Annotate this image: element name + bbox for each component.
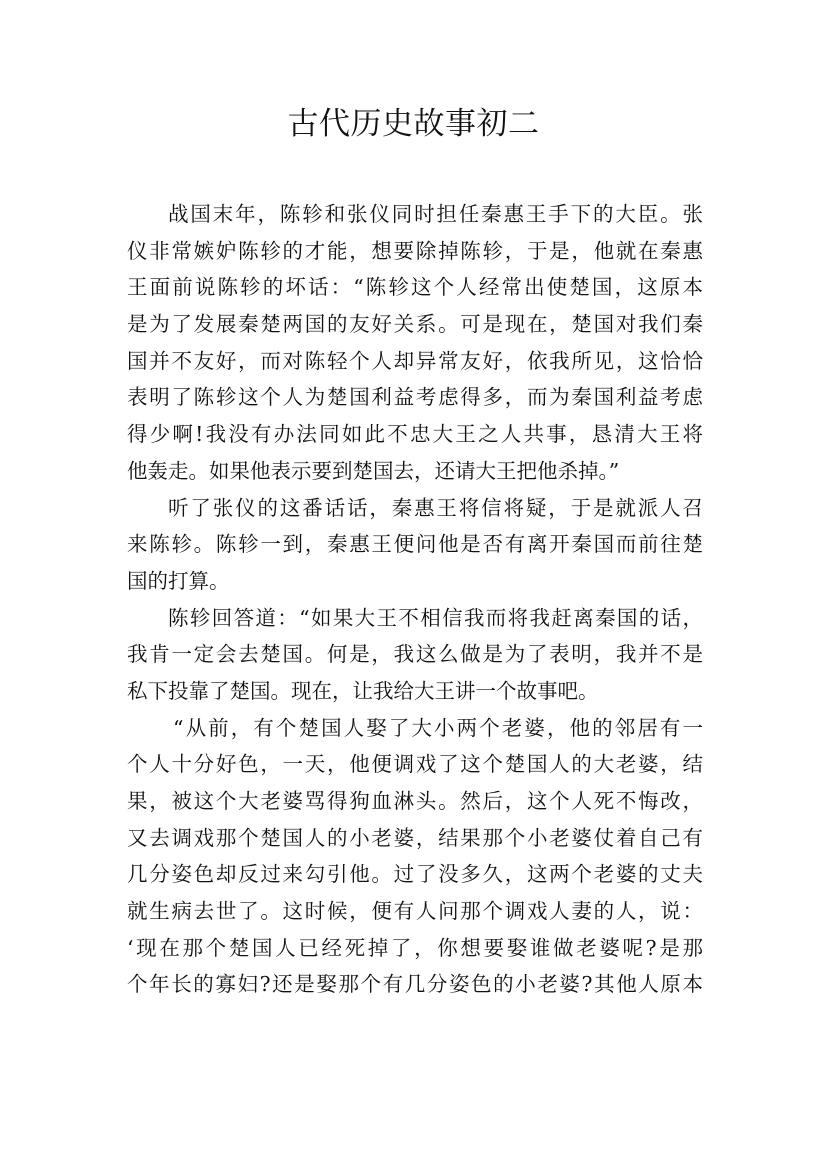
paragraph-1-line-8: 他轰走。如果他表示要到楚国去，还请大王把他杀掉。” bbox=[127, 458, 620, 483]
paragraph-4-line-2: 个人十分好色，一天，他便调戏了这个楚国人的大老婆，结 bbox=[127, 752, 703, 777]
paragraph-1-line-6: 表明了陈轸这个人为楚国利益考虑得多，而为秦国利益考虑 bbox=[127, 385, 703, 410]
document-title: 古代历史故事初二 bbox=[287, 106, 540, 142]
paragraph-4-line-5: 几分姿色却反过来勾引他。过了没多久，这两个老婆的丈夫 bbox=[127, 862, 703, 887]
paragraph-4-line-1: “从前，有个楚国人娶了大小两个老婆，他的邻居有一 bbox=[173, 715, 703, 740]
paragraph-4-line-8: 个年长的寡妇?还是娶那个有几分姿色的小老婆?其他人原本 bbox=[127, 972, 703, 997]
paragraph-1-line-2: 仪非常嫉妒陈轸的才能，想要除掉陈轸，于是，他就在秦惠 bbox=[127, 238, 703, 263]
paragraph-1-line-3: 王面前说陈轸的坏话：“陈轸这个人经常出使楚国，这原本 bbox=[127, 275, 703, 300]
paragraph-1-line-1: 战国末年，陈轸和张仪同时担任秦惠王手下的大臣。张 bbox=[168, 202, 703, 226]
paragraph-2-line-3: 国的打算。 bbox=[127, 568, 230, 593]
paragraph-4-line-6: 就生病去世了。这时候，便有人问那个调戏人妻的人，说： bbox=[127, 899, 703, 924]
paragraph-3-line-3: 私下投靠了楚国。现在，让我给大王讲一个故事吧。 bbox=[127, 678, 599, 703]
paragraph-2-line-1: 听了张仪的这番话话，秦惠王将信将疑，于是就派人召 bbox=[168, 495, 703, 520]
paragraph-1-line-4: 是为了发展秦楚两国的友好关系。可是现在，楚国对我们秦 bbox=[127, 312, 703, 337]
paragraph-4-line-7: ‘现在那个楚国人已经死掉了，你想要娶谁做老婆呢?是那 bbox=[127, 935, 703, 960]
paragraph-4-line-3: 果，被这个大老婆骂得狗血淋头。然后，这个人死不悔改， bbox=[127, 789, 703, 813]
paragraph-4-line-4: 又去调戏那个楚国人的小老婆，结果那个小老婆仗着自己有 bbox=[127, 825, 703, 850]
document-body bbox=[127, 196, 703, 1003]
paragraph-3-line-2: 我肯一定会去楚国。何是，我这么做是为了表明，我并不是 bbox=[127, 642, 703, 667]
paragraph-2-line-2: 来陈轸。陈轸一到，秦惠王便问他是否有离开秦国而前往楚 bbox=[127, 532, 703, 557]
paragraph-3-line-1: 陈轸回答道：“如果大王不相信我而将我赶离秦国的话， bbox=[168, 605, 703, 630]
paragraph-1-line-5: 国并不友好，而对陈轻个人却异常友好，依我所见，这恰恰 bbox=[127, 348, 703, 373]
paragraph-1-line-7: 得少啊!我没有办法同如此不忠大王之人共事，恳清大王将 bbox=[127, 422, 703, 447]
